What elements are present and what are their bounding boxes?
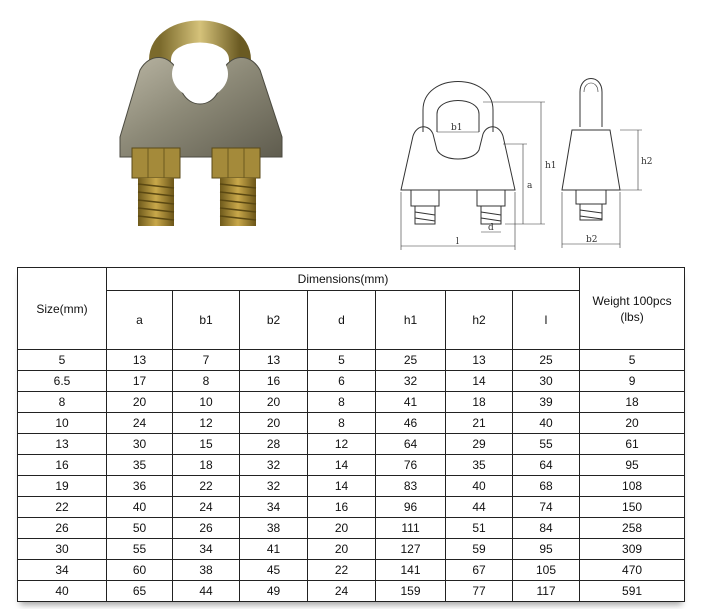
- table-cell: 150: [580, 497, 685, 518]
- column-header-a: a: [107, 291, 173, 350]
- table-cell: 10: [18, 413, 107, 434]
- table-cell: 9: [580, 371, 685, 392]
- table-cell: 8: [308, 392, 376, 413]
- table-cell: 44: [173, 581, 240, 602]
- table-row: [18, 371, 685, 392]
- weight-header-line1: Weight 100pcs: [592, 293, 672, 308]
- table-row: [18, 350, 685, 371]
- table-cell: 111: [376, 518, 446, 539]
- table-row: [18, 392, 685, 413]
- table-row: [18, 413, 685, 434]
- table-cell: 16: [240, 371, 308, 392]
- table-cell: 30: [18, 539, 107, 560]
- table-cell: 74: [513, 497, 580, 518]
- wire-rope-clip-image: [100, 12, 300, 237]
- table-cell: 40: [107, 497, 173, 518]
- size-column-header: Size(mm): [18, 268, 107, 350]
- table-cell: 13: [446, 350, 513, 371]
- column-header-h1: h1: [376, 291, 446, 350]
- table-cell: 55: [513, 434, 580, 455]
- table-cell: 20: [240, 392, 308, 413]
- table-cell: 20: [240, 413, 308, 434]
- table-cell: 141: [376, 560, 446, 581]
- weight-header-line2: (lbs): [620, 309, 644, 324]
- dimensions-group-header: Dimensions(mm): [107, 268, 580, 291]
- dim-label-b2: b2: [586, 235, 598, 245]
- table-cell: 20: [107, 392, 173, 413]
- dim-label-a: a: [527, 181, 533, 191]
- table-cell: 34: [240, 497, 308, 518]
- table-cell: 95: [580, 455, 685, 476]
- table-cell: 24: [107, 413, 173, 434]
- table-cell: 24: [173, 497, 240, 518]
- table-cell: 36: [107, 476, 173, 497]
- table-cell: 46: [376, 413, 446, 434]
- table-cell: 41: [376, 392, 446, 413]
- table-cell: 8: [18, 392, 107, 413]
- table-cell: 40: [18, 581, 107, 602]
- dim-label-h2: h2: [641, 157, 653, 167]
- table-cell: 17: [107, 371, 173, 392]
- table-cell: 20: [308, 518, 376, 539]
- table-cell: 12: [173, 413, 240, 434]
- table-cell: 45: [240, 560, 308, 581]
- table-cell: 26: [173, 518, 240, 539]
- dim-label-d: d: [488, 223, 494, 233]
- table-cell: 34: [173, 539, 240, 560]
- table-cell: 32: [240, 476, 308, 497]
- table-body: [18, 350, 685, 602]
- table-cell: 258: [580, 518, 685, 539]
- table-cell: 50: [107, 518, 173, 539]
- table-cell: 22: [173, 476, 240, 497]
- column-header-h2: h2: [446, 291, 513, 350]
- table-cell: 105: [513, 560, 580, 581]
- table-cell: 39: [513, 392, 580, 413]
- table-cell: 20: [308, 539, 376, 560]
- table-cell: 41: [240, 539, 308, 560]
- table-cell: 24: [308, 581, 376, 602]
- table-cell: 5: [580, 350, 685, 371]
- dim-label-l: l: [456, 237, 459, 247]
- table-cell: 19: [18, 476, 107, 497]
- table-cell: 55: [107, 539, 173, 560]
- table-cell: 21: [446, 413, 513, 434]
- table-cell: 5: [18, 350, 107, 371]
- table-cell: 18: [446, 392, 513, 413]
- table-cell: 26: [18, 518, 107, 539]
- table-cell: 60: [107, 560, 173, 581]
- table-cell: 83: [376, 476, 446, 497]
- table-row: [18, 539, 685, 560]
- table-cell: 40: [513, 413, 580, 434]
- table-row: [18, 434, 685, 455]
- table-cell: 59: [446, 539, 513, 560]
- front-view-drawing: [393, 72, 558, 257]
- table-cell: 159: [376, 581, 446, 602]
- side-view-drawing: [558, 72, 668, 257]
- column-header-b2: b2: [240, 291, 308, 350]
- table-cell: 32: [376, 371, 446, 392]
- table-cell: 108: [580, 476, 685, 497]
- wire-rope-clip-photo: [100, 12, 300, 237]
- table-cell: 20: [580, 413, 685, 434]
- weight-column-header: [580, 268, 685, 350]
- table-cell: 14: [308, 455, 376, 476]
- table-cell: 12: [308, 434, 376, 455]
- table-cell: 64: [376, 434, 446, 455]
- table-cell: 76: [376, 455, 446, 476]
- table-cell: 61: [580, 434, 685, 455]
- table-cell: 35: [446, 455, 513, 476]
- table-cell: 95: [513, 539, 580, 560]
- table-cell: 22: [18, 497, 107, 518]
- table-cell: 18: [580, 392, 685, 413]
- table-cell: 15: [173, 434, 240, 455]
- table-cell: 13: [107, 350, 173, 371]
- table-cell: 8: [173, 371, 240, 392]
- table-cell: 25: [376, 350, 446, 371]
- table-cell: 65: [107, 581, 173, 602]
- table-cell: 84: [513, 518, 580, 539]
- column-header-d: d: [308, 291, 376, 350]
- table-row: [18, 497, 685, 518]
- table-cell: 6: [308, 371, 376, 392]
- table-cell: 68: [513, 476, 580, 497]
- column-header-b1: b1: [173, 291, 240, 350]
- table-cell: 22: [308, 560, 376, 581]
- table-cell: 13: [240, 350, 308, 371]
- table-cell: 29: [446, 434, 513, 455]
- table-cell: 14: [446, 371, 513, 392]
- table-cell: 38: [240, 518, 308, 539]
- table-cell: 117: [513, 581, 580, 602]
- table-cell: 49: [240, 581, 308, 602]
- table-row: [18, 476, 685, 497]
- table-cell: 35: [107, 455, 173, 476]
- table-cell: 6.5: [18, 371, 107, 392]
- table-cell: 309: [580, 539, 685, 560]
- table-cell: 32: [240, 455, 308, 476]
- table-cell: 7: [173, 350, 240, 371]
- table-row: [18, 455, 685, 476]
- table-cell: 51: [446, 518, 513, 539]
- table-cell: 28: [240, 434, 308, 455]
- table-cell: 127: [376, 539, 446, 560]
- table-cell: 30: [107, 434, 173, 455]
- table-cell: 8: [308, 413, 376, 434]
- column-header-l: l: [513, 291, 580, 350]
- table-cell: 16: [18, 455, 107, 476]
- table-cell: 34: [18, 560, 107, 581]
- dim-label-b1: b1: [451, 123, 463, 133]
- table-cell: 77: [446, 581, 513, 602]
- table-cell: 25: [513, 350, 580, 371]
- table-cell: 96: [376, 497, 446, 518]
- table-cell: 10: [173, 392, 240, 413]
- table-cell: 38: [173, 560, 240, 581]
- table-cell: 67: [446, 560, 513, 581]
- table-row: [18, 518, 685, 539]
- table-row: [18, 581, 685, 602]
- table-cell: 591: [580, 581, 685, 602]
- table-cell: 40: [446, 476, 513, 497]
- table-cell: 5: [308, 350, 376, 371]
- table-cell: 16: [308, 497, 376, 518]
- specification-table: [17, 267, 685, 602]
- table-cell: 13: [18, 434, 107, 455]
- table-row: [18, 560, 685, 581]
- dim-label-h1: h1: [545, 161, 557, 171]
- table-cell: 30: [513, 371, 580, 392]
- table-cell: 44: [446, 497, 513, 518]
- table-cell: 64: [513, 455, 580, 476]
- table-cell: 14: [308, 476, 376, 497]
- table-cell: 470: [580, 560, 685, 581]
- table-cell: 18: [173, 455, 240, 476]
